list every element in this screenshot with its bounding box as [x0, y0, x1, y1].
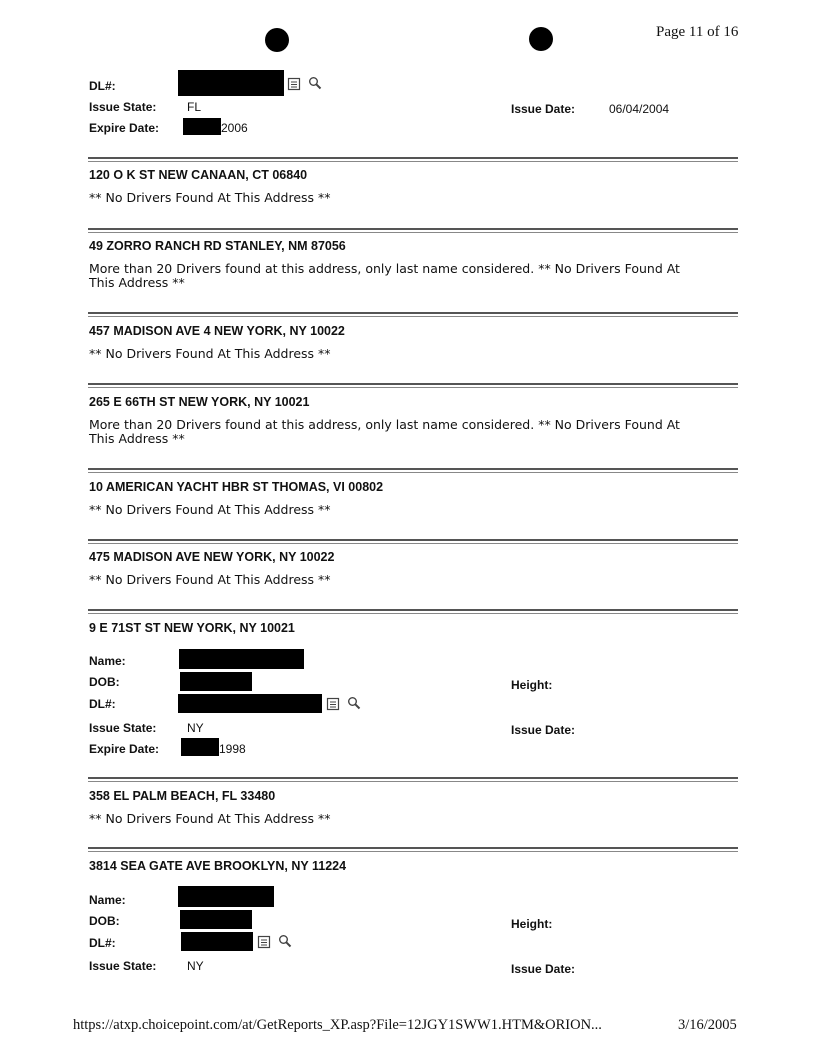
issue-date-label: Issue Date:: [511, 962, 576, 976]
section-address: 265 E 66TH ST NEW YORK, NY 10021: [89, 395, 310, 409]
section-address: 358 EL PALM BEACH, FL 33480: [89, 789, 276, 803]
issue-date-label: Issue Date:: [511, 723, 576, 737]
section-address: 49 ZORRO RANCH RD STANLEY, NM 87056: [89, 239, 346, 253]
expire-date-label: Expire Date:: [89, 121, 160, 135]
expire-date-label: Expire Date:: [89, 742, 160, 756]
section-address: 120 O K ST NEW CANAAN, CT 06840: [89, 168, 308, 182]
redaction-block: [179, 649, 304, 669]
page-number: Page 11 of 16: [656, 24, 739, 40]
print-date: 3/16/2005: [678, 1017, 737, 1033]
magnifier-icon[interactable]: [278, 934, 292, 948]
section-message: ** No Drivers Found At This Address **: [89, 346, 331, 361]
name-label: Name:: [89, 893, 126, 907]
section-address: 457 MADISON AVE 4 NEW YORK, NY 10022: [89, 324, 345, 338]
redaction-block: [178, 886, 274, 907]
report-icon[interactable]: [326, 697, 340, 711]
section-address: 10 AMERICAN YACHT HBR ST THOMAS, VI 00802: [89, 480, 384, 494]
redaction-block: [178, 694, 322, 713]
dob-label: DOB:: [89, 914, 120, 928]
height-label: Height:: [511, 917, 553, 931]
issue-date-value: 06/04/2004: [609, 102, 670, 116]
redaction-block: [180, 672, 252, 691]
dl-label: DL#:: [89, 697, 116, 711]
magnifier-icon[interactable]: [347, 696, 361, 710]
section-message: More than 20 Drivers found at this address, only last name considered. ** No Drivers Found At This Address **: [89, 261, 680, 290]
issue-state-value: FL: [187, 100, 202, 114]
section-message: More than 20 Drivers found at this address, only last name considered. ** No Drivers Found At This Address **: [89, 417, 680, 446]
issue-state-value: NY: [187, 959, 204, 973]
section-message: ** No Drivers Found At This Address **: [89, 190, 331, 205]
source-url: https://atxp.choicepoint.com/at/GetReports_XP.asp?File=12JGY1SWW1.HTM&ORION...: [73, 1017, 602, 1033]
section-message: ** No Drivers Found At This Address **: [89, 572, 331, 587]
report-icon[interactable]: [287, 77, 301, 91]
section-address: 3814 SEA GATE AVE BROOKLYN, NY 11224: [89, 859, 347, 873]
report-icon[interactable]: [257, 935, 271, 949]
expire-date-value: 1998: [219, 742, 246, 756]
section-divider: [88, 312, 738, 317]
section-address: 9 E 71ST ST NEW YORK, NY 10021: [89, 621, 295, 635]
punch-hole-left: [265, 28, 289, 52]
dl-label: DL#:: [89, 79, 116, 93]
height-label: Height:: [511, 678, 553, 692]
issue-state-label: Issue State:: [89, 721, 157, 735]
section-message: ** No Drivers Found At This Address **: [89, 502, 331, 517]
section-divider: [88, 228, 738, 233]
dl-label: DL#:: [89, 936, 116, 950]
section-divider: [88, 609, 738, 614]
section-divider: [88, 468, 738, 473]
issue-state-label: Issue State:: [89, 959, 157, 973]
section-divider: [88, 157, 738, 162]
section-message: ** No Drivers Found At This Address **: [89, 811, 331, 826]
punch-hole-right: [529, 27, 553, 51]
section-divider: [88, 383, 738, 388]
issue-state-label: Issue State:: [89, 100, 157, 114]
issue-date-label: Issue Date:: [511, 102, 576, 116]
redaction-block: [181, 932, 253, 951]
dob-label: DOB:: [89, 675, 120, 689]
redaction-block: [178, 70, 284, 96]
section-divider: [88, 777, 738, 782]
magnifier-icon[interactable]: [308, 76, 322, 90]
name-label: Name:: [89, 654, 126, 668]
issue-state-value: NY: [187, 721, 204, 735]
redaction-block: [180, 910, 252, 929]
redaction-block: [181, 738, 219, 756]
section-address: 475 MADISON AVE NEW YORK, NY 10022: [89, 550, 335, 564]
section-divider: [88, 847, 738, 852]
section-divider: [88, 539, 738, 544]
expire-date-value: 2006: [221, 121, 248, 135]
redaction-block: [183, 118, 221, 135]
